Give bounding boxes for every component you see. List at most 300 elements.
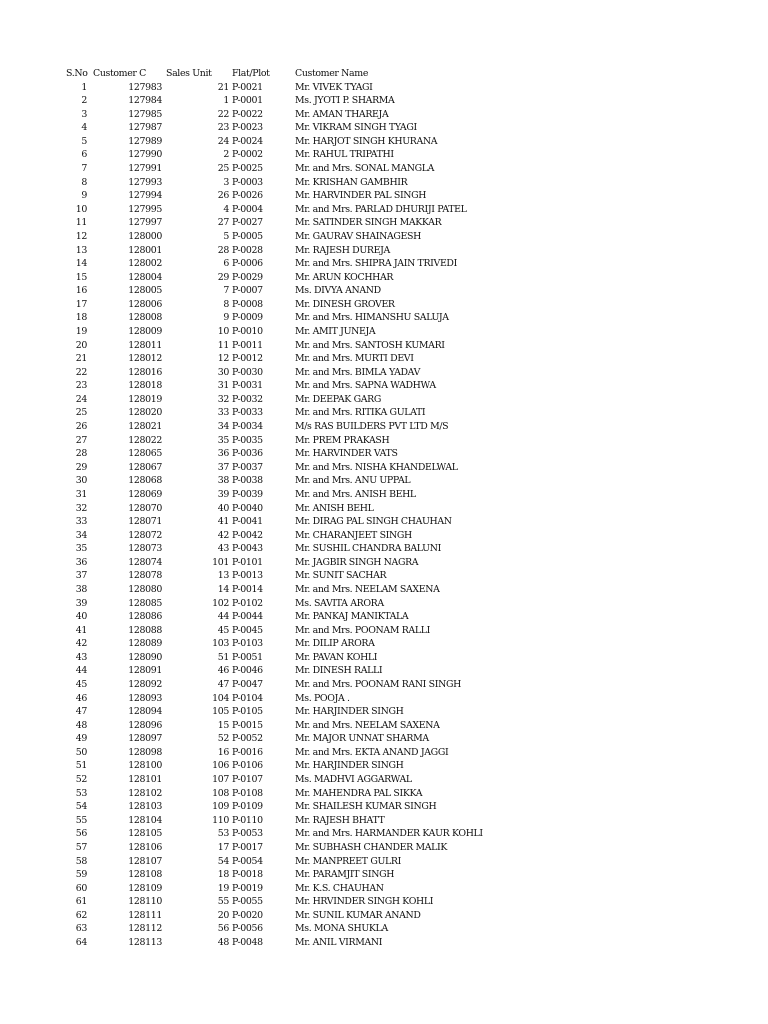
table-row	[0, 162, 768, 176]
cell-customer-name: Mr. and Mrs. ANU UPPAL	[295, 475, 411, 487]
table-row	[0, 81, 768, 95]
cell-customer-code: 128020	[128, 407, 162, 419]
cell-customer-code: 128080	[128, 583, 162, 595]
table-row	[0, 692, 768, 706]
cell-sales-unit: 8	[223, 298, 229, 310]
cell-sno: 50	[75, 746, 87, 758]
cell-customer-code: 128069	[128, 488, 162, 500]
cell-flat-plot: P-0019	[232, 882, 263, 894]
table-row	[0, 624, 768, 638]
cell-sno: 34	[75, 529, 87, 541]
table-row	[0, 94, 768, 108]
table-row	[0, 855, 768, 869]
cell-flat-plot: P-0110	[232, 814, 263, 826]
cell-flat-plot: P-0101	[232, 556, 263, 568]
header-customer-code: Customer C	[93, 68, 147, 79]
cell-sales-unit: 46	[217, 665, 229, 677]
cell-customer-code: 128102	[128, 787, 162, 799]
cell-sales-unit: 16	[217, 746, 229, 758]
cell-sno: 44	[75, 665, 87, 677]
cell-sales-unit: 3	[223, 176, 229, 188]
cell-customer-code: 128072	[128, 529, 162, 541]
cell-sno: 60	[75, 882, 87, 894]
cell-sno: 14	[75, 258, 87, 270]
table-row	[0, 787, 768, 801]
table-row	[0, 271, 768, 285]
cell-sales-unit: 32	[217, 393, 229, 405]
cell-customer-code: 127989	[128, 135, 162, 147]
table-row	[0, 135, 768, 149]
cell-customer-code: 127985	[128, 108, 162, 120]
cell-customer-name: Mr. HARJOT SINGH KHURANA	[295, 135, 438, 147]
cell-sno: 8	[81, 176, 87, 188]
cell-customer-name: Mr. ANISH BEHL	[295, 502, 374, 514]
cell-sno: 40	[75, 611, 87, 623]
cell-sales-unit: 45	[217, 624, 229, 636]
cell-customer-code: 127993	[128, 176, 162, 188]
table-row	[0, 542, 768, 556]
cell-flat-plot: P-0104	[232, 692, 263, 704]
cell-customer-code: 128098	[128, 746, 162, 758]
cell-customer-name: Mr. SUNIL KUMAR ANAND	[295, 909, 421, 921]
cell-sales-unit: 29	[217, 271, 229, 283]
cell-flat-plot: P-0017	[232, 841, 263, 853]
table-row	[0, 678, 768, 692]
cell-sales-unit: 10	[217, 325, 229, 337]
cell-customer-name: Mr. and Mrs. MURTI DEVI	[295, 353, 414, 365]
cell-sales-unit: 110	[212, 814, 229, 826]
table-row	[0, 759, 768, 773]
cell-customer-code: 128073	[128, 543, 162, 555]
cell-sno: 47	[75, 706, 87, 718]
cell-sno: 2	[81, 95, 87, 107]
cell-flat-plot: P-0021	[232, 81, 263, 93]
cell-customer-name: Mr. HRVINDER SINGH KOHLI	[295, 896, 434, 908]
cell-flat-plot: P-0018	[232, 869, 263, 881]
cell-sales-unit: 55	[217, 896, 229, 908]
cell-customer-name: Mr. KRISHAN GAMBHIR	[295, 176, 408, 188]
cell-customer-code: 128096	[128, 719, 162, 731]
cell-customer-name: Mr. GAURAV SHAINAGESH	[295, 230, 421, 242]
cell-sno: 21	[75, 353, 87, 365]
cell-customer-code: 128070	[128, 502, 162, 514]
cell-customer-name: Mr. and Mrs. ANISH BEHL	[295, 488, 416, 500]
cell-customer-code: 128000	[128, 230, 162, 242]
cell-customer-name: Mr. and Mrs. HIMANSHU SALUJA	[295, 312, 449, 324]
cell-customer-code: 127994	[128, 190, 162, 202]
cell-flat-plot: P-0032	[232, 393, 263, 405]
cell-customer-name: Mr. AMIT JUNEJA	[295, 325, 376, 337]
cell-customer-name: Mr. and Mrs. RITIKA GULATI	[295, 407, 426, 419]
cell-sno: 13	[75, 244, 87, 256]
table-row	[0, 216, 768, 230]
cell-customer-name: Mr. SUSHIL CHANDRA BALUNI	[295, 543, 441, 555]
cell-flat-plot: P-0055	[232, 896, 263, 908]
cell-sno: 54	[75, 801, 87, 813]
cell-sales-unit: 21	[217, 81, 229, 93]
cell-sno: 20	[75, 339, 87, 351]
cell-sales-unit: 35	[217, 434, 229, 446]
cell-flat-plot: P-0029	[232, 271, 263, 283]
cell-flat-plot: P-0042	[232, 529, 263, 541]
cell-customer-name: Mr. DILIP ARORA	[295, 638, 375, 650]
cell-flat-plot: P-0108	[232, 787, 263, 799]
cell-customer-name: Mr. JAGBIR SINGH NAGRA	[295, 556, 419, 568]
cell-customer-code: 128019	[128, 393, 162, 405]
cell-customer-name: Mr. VIKRAM SINGH TYAGI	[295, 122, 417, 134]
cell-customer-code: 128068	[128, 475, 162, 487]
cell-sales-unit: 34	[217, 421, 229, 433]
cell-sno: 61	[75, 896, 87, 908]
cell-sno: 7	[81, 163, 87, 175]
cell-sales-unit: 14	[217, 583, 229, 595]
table-row	[0, 352, 768, 366]
cell-sales-unit: 38	[217, 475, 229, 487]
cell-customer-code: 128090	[128, 651, 162, 663]
cell-customer-name: Mr. PANKAJ MANIKTALA	[295, 611, 409, 623]
cell-sno: 25	[75, 407, 87, 419]
table-row	[0, 515, 768, 529]
cell-customer-name: Mr. SATINDER SINGH MAKKAR	[295, 217, 442, 229]
cell-sales-unit: 53	[217, 828, 229, 840]
cell-customer-code: 127983	[128, 81, 162, 93]
table-row	[0, 882, 768, 896]
table-row	[0, 325, 768, 339]
cell-customer-code: 128065	[128, 448, 162, 460]
cell-flat-plot: P-0015	[232, 719, 263, 731]
cell-customer-code: 128021	[128, 421, 162, 433]
cell-customer-name: Mr. DIRAG PAL SINGH CHAUHAN	[295, 516, 452, 528]
cell-customer-name: Mr. and Mrs. BIMLA YADAV	[295, 366, 421, 378]
cell-flat-plot: P-0037	[232, 461, 263, 473]
cell-sno: 33	[75, 516, 87, 528]
table-row	[0, 895, 768, 909]
cell-customer-name: Mr. MAHENDRA PAL SIKKA	[295, 787, 423, 799]
cell-sno: 49	[75, 733, 87, 745]
cell-sno: 52	[75, 774, 87, 786]
table-row	[0, 583, 768, 597]
cell-sales-unit: 30	[217, 366, 229, 378]
cell-sales-unit: 20	[217, 909, 229, 921]
cell-flat-plot: P-0008	[232, 298, 263, 310]
cell-customer-code: 128109	[128, 882, 162, 894]
cell-customer-name: Mr. and Mrs. PARLAD DHURIJI PATEL	[295, 203, 467, 215]
cell-customer-name: Mr. HARJINDER SINGH	[295, 706, 404, 718]
cell-customer-name: Ms. JYOTI P. SHARMA	[295, 95, 395, 107]
table-row	[0, 434, 768, 448]
cell-customer-name: Mr. and Mrs. POONAM RANI SINGH	[295, 679, 461, 691]
cell-sno: 17	[75, 298, 87, 310]
cell-flat-plot: P-0007	[232, 285, 263, 297]
cell-customer-name: Mr. HARVINDER VATS	[295, 448, 398, 460]
cell-sno: 16	[75, 285, 87, 297]
cell-sno: 32	[75, 502, 87, 514]
table-row	[0, 909, 768, 923]
cell-sales-unit: 52	[217, 733, 229, 745]
cell-sno: 28	[75, 448, 87, 460]
table-body	[0, 81, 768, 950]
cell-customer-name: Ms. MONA SHUKLA	[295, 923, 388, 935]
cell-customer-name: Mr. and Mrs. HARMANDER KAUR KOHLI	[295, 828, 483, 840]
cell-sno: 1	[81, 81, 87, 93]
cell-customer-name: Mr. and Mrs. SONAL MANGLA	[295, 163, 435, 175]
header-sales-unit: Sales Unit	[166, 68, 212, 79]
cell-sales-unit: 109	[212, 801, 229, 813]
cell-sno: 58	[75, 855, 87, 867]
cell-sno: 5	[81, 135, 87, 147]
cell-sno: 36	[75, 556, 87, 568]
cell-customer-code: 127997	[128, 217, 162, 229]
cell-customer-code: 128022	[128, 434, 162, 446]
cell-flat-plot: P-0033	[232, 407, 263, 419]
cell-sales-unit: 15	[217, 719, 229, 731]
cell-flat-plot: P-0051	[232, 651, 263, 663]
cell-flat-plot: P-0006	[232, 258, 263, 270]
table-row	[0, 366, 768, 380]
cell-sales-unit: 24	[217, 135, 229, 147]
cell-customer-code: 128107	[128, 855, 162, 867]
cell-customer-name: Mr. DINESH RALLI	[295, 665, 383, 677]
cell-sales-unit: 47	[217, 679, 229, 691]
cell-sno: 51	[75, 760, 87, 772]
table-row	[0, 488, 768, 502]
cell-customer-name: Mr. DINESH GROVER	[295, 298, 395, 310]
cell-customer-code: 128108	[128, 869, 162, 881]
cell-sales-unit: 51	[217, 651, 229, 663]
cell-sales-unit: 39	[217, 488, 229, 500]
cell-flat-plot: P-0052	[232, 733, 263, 745]
cell-flat-plot: P-0046	[232, 665, 263, 677]
table-row	[0, 800, 768, 814]
cell-customer-code: 128112	[128, 923, 162, 935]
header-customer-name: Customer Name	[295, 68, 369, 79]
table-row	[0, 420, 768, 434]
cell-flat-plot: P-0009	[232, 312, 263, 324]
cell-sno: 27	[75, 434, 87, 446]
cell-sno: 4	[81, 122, 87, 134]
table-row	[0, 814, 768, 828]
cell-customer-code: 128067	[128, 461, 162, 473]
cell-sales-unit: 13	[217, 570, 229, 582]
cell-customer-code: 128097	[128, 733, 162, 745]
table-row	[0, 556, 768, 570]
cell-customer-code: 127987	[128, 122, 162, 134]
cell-sno: 10	[75, 203, 87, 215]
cell-customer-code: 128110	[128, 896, 162, 908]
header-flat-plot: Flat/Plot	[232, 68, 270, 79]
table-row	[0, 339, 768, 353]
cell-sno: 38	[75, 583, 87, 595]
table-row	[0, 406, 768, 420]
cell-customer-code: 128092	[128, 679, 162, 691]
cell-flat-plot: P-0105	[232, 706, 263, 718]
cell-customer-code: 128113	[128, 937, 162, 948]
cell-customer-name: Mr. MAJOR UNNAT SHARMA	[295, 733, 429, 745]
table-row	[0, 298, 768, 312]
cell-flat-plot: P-0053	[232, 828, 263, 840]
cell-flat-plot: P-0054	[232, 855, 263, 867]
table-row	[0, 922, 768, 936]
cell-customer-name: Mr. SHAILESH KUMAR SINGH	[295, 801, 437, 813]
cell-sales-unit: 11	[217, 339, 229, 351]
cell-customer-code: 128008	[128, 312, 162, 324]
table-row	[0, 868, 768, 882]
table-row	[0, 121, 768, 135]
table-row	[0, 529, 768, 543]
cell-sales-unit: 36	[217, 448, 229, 460]
cell-customer-code: 128101	[128, 774, 162, 786]
cell-sales-unit: 27	[217, 217, 229, 229]
cell-flat-plot: P-0027	[232, 217, 263, 229]
cell-flat-plot: P-0011	[232, 339, 263, 351]
cell-customer-code: 128094	[128, 706, 162, 718]
table-row	[0, 474, 768, 488]
cell-sales-unit: 108	[212, 787, 229, 799]
cell-sno: 22	[75, 366, 87, 378]
cell-sales-unit: 31	[217, 380, 229, 392]
cell-sales-unit: 33	[217, 407, 229, 419]
cell-flat-plot: P-0010	[232, 325, 263, 337]
table-row	[0, 108, 768, 122]
cell-flat-plot: P-0040	[232, 502, 263, 514]
table-row	[0, 189, 768, 203]
cell-sales-unit: 4	[223, 203, 229, 215]
cell-customer-code: 128105	[128, 828, 162, 840]
cell-customer-code: 128001	[128, 244, 162, 256]
table-row	[0, 746, 768, 760]
cell-customer-code: 128004	[128, 271, 162, 283]
table-row	[0, 664, 768, 678]
header-sno: S.No	[66, 68, 88, 79]
cell-sales-unit: 41	[217, 516, 229, 528]
cell-customer-name: Mr. and Mrs. NISHA KHANDELWAL	[295, 461, 458, 473]
cell-customer-name: Mr. and Mrs. SAPNA WADHWA	[295, 380, 436, 392]
cell-sales-unit: 26	[217, 190, 229, 202]
cell-customer-code: 128016	[128, 366, 162, 378]
cell-flat-plot: P-0001	[232, 95, 263, 107]
table-row	[0, 379, 768, 393]
cell-flat-plot: P-0023	[232, 122, 263, 134]
table-row	[0, 827, 768, 841]
cell-flat-plot: P-0036	[232, 448, 263, 460]
table-row	[0, 176, 768, 190]
cell-flat-plot: P-0102	[232, 597, 263, 609]
cell-sales-unit: 28	[217, 244, 229, 256]
table-row	[0, 203, 768, 217]
cell-customer-code: 128005	[128, 285, 162, 297]
cell-customer-code: 128111	[128, 909, 162, 921]
cell-sno: 43	[75, 651, 87, 663]
cell-sno: 9	[81, 190, 87, 202]
cell-flat-plot: P-0003	[232, 176, 263, 188]
cell-sales-unit: 5	[223, 230, 229, 242]
cell-customer-code: 128006	[128, 298, 162, 310]
cell-customer-name: M/s RAS BUILDERS PVT LTD M/S	[295, 421, 449, 433]
cell-customer-name: Mr. CHARANJEET SINGH	[295, 529, 412, 541]
cell-customer-code: 127990	[128, 149, 162, 161]
table-row	[0, 597, 768, 611]
cell-sales-unit: 101	[212, 556, 229, 568]
cell-sales-unit: 1	[223, 95, 229, 107]
cell-customer-code: 128012	[128, 353, 162, 365]
table-row	[0, 148, 768, 162]
cell-flat-plot: P-0020	[232, 909, 263, 921]
cell-customer-name: Mr. MANPREET GULRI	[295, 855, 401, 867]
cell-sno: 15	[75, 271, 87, 283]
cell-customer-name: Mr. and Mrs. EKTA ANAND JAGGI	[295, 746, 449, 758]
cell-sno: 24	[75, 393, 87, 405]
cell-customer-name: Mr. SUNIT SACHAR	[295, 570, 387, 582]
table-row	[0, 244, 768, 258]
table-row	[0, 569, 768, 583]
cell-sno: 42	[75, 638, 87, 650]
cell-flat-plot: P-0038	[232, 475, 263, 487]
cell-customer-code: 128106	[128, 841, 162, 853]
cell-customer-name: Ms. DIVYA ANAND	[295, 285, 381, 297]
cell-sales-unit: 37	[217, 461, 229, 473]
cell-sales-unit: 105	[212, 706, 229, 718]
cell-customer-name: Mr. AMAN THAREJA	[295, 108, 389, 120]
cell-sno: 39	[75, 597, 87, 609]
cell-sales-unit: 56	[217, 923, 229, 935]
cell-flat-plot: P-0106	[232, 760, 263, 772]
table-row	[0, 936, 768, 950]
cell-sno: 46	[75, 692, 87, 704]
cell-customer-code: 128071	[128, 516, 162, 528]
cell-customer-name: Mr. ANIL VIRMANI	[295, 937, 383, 948]
cell-flat-plot: P-0005	[232, 230, 263, 242]
cell-flat-plot: P-0028	[232, 244, 263, 256]
cell-sno: 41	[75, 624, 87, 636]
cell-sno: 30	[75, 475, 87, 487]
cell-sno: 57	[75, 841, 87, 853]
cell-customer-code: 128018	[128, 380, 162, 392]
cell-sales-unit: 18	[217, 869, 229, 881]
cell-customer-code: 128093	[128, 692, 162, 704]
cell-sno: 29	[75, 461, 87, 473]
cell-sno: 37	[75, 570, 87, 582]
cell-sales-unit: 22	[217, 108, 229, 120]
cell-sales-unit: 102	[212, 597, 229, 609]
cell-customer-code: 128002	[128, 258, 162, 270]
cell-customer-name: Mr. and Mrs. NEELAM SAXENA	[295, 719, 440, 731]
cell-sales-unit: 12	[217, 353, 229, 365]
cell-flat-plot: P-0031	[232, 380, 263, 392]
cell-sno: 48	[75, 719, 87, 731]
cell-sales-unit: 7	[223, 285, 229, 297]
cell-flat-plot: P-0030	[232, 366, 263, 378]
cell-sales-unit: 107	[212, 774, 229, 786]
cell-sno: 53	[75, 787, 87, 799]
cell-customer-code: 128085	[128, 597, 162, 609]
table-row	[0, 257, 768, 271]
cell-flat-plot: P-0043	[232, 543, 263, 555]
cell-flat-plot: P-0024	[232, 135, 263, 147]
cell-flat-plot: P-0107	[232, 774, 263, 786]
cell-sales-unit: 19	[217, 882, 229, 894]
cell-sno: 12	[75, 230, 87, 242]
cell-flat-plot: P-0048	[232, 937, 263, 948]
cell-sno: 31	[75, 488, 87, 500]
cell-customer-name: Mr. RAHUL TRIPATHI	[295, 149, 394, 161]
cell-sno: 56	[75, 828, 87, 840]
cell-sno: 23	[75, 380, 87, 392]
cell-sales-unit: 40	[217, 502, 229, 514]
table-row	[0, 502, 768, 516]
cell-flat-plot: P-0044	[232, 611, 263, 623]
table-row	[0, 841, 768, 855]
table-row	[0, 651, 768, 665]
